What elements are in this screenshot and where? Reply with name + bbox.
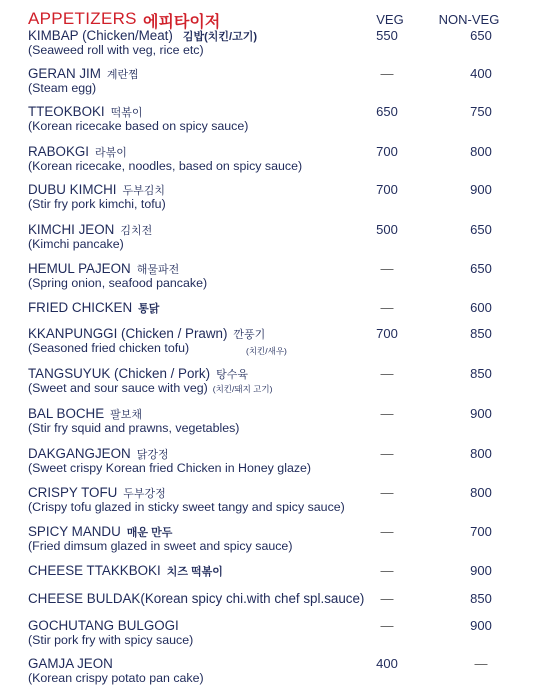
item-name-line xyxy=(28,28,257,44)
item-name-korean: 김밥(치킨/고기) xyxy=(182,31,258,43)
veg-price: — xyxy=(380,591,394,606)
item-name: BAL BOCHE xyxy=(28,406,105,421)
item-name: RABOKGI xyxy=(28,144,90,159)
nonveg-price: 800 xyxy=(470,144,492,159)
item-name-line xyxy=(28,563,223,579)
veg-column-header: VEG xyxy=(376,12,404,27)
item-description xyxy=(28,539,292,553)
section-title-korean: 에피타이저 xyxy=(143,14,221,31)
item-name-korean: 통닭 xyxy=(138,303,160,315)
item-name-korean: 팔보채 xyxy=(110,409,143,421)
item-description xyxy=(28,43,204,57)
item-description-text: (Stir pork fry with spicy sauce) xyxy=(28,633,194,647)
item-description xyxy=(28,381,272,395)
veg-price: — xyxy=(380,406,394,421)
veg-price: 550 xyxy=(376,28,398,43)
item-name: KIMBAP (Chicken/Meat) xyxy=(28,28,173,43)
menu-item xyxy=(28,326,538,362)
veg-price: — xyxy=(380,300,394,315)
item-name: CHEESE TTAKKBOKI xyxy=(28,563,161,578)
item-description-text: (Korean ricecake based on spicy sauce) xyxy=(28,119,249,133)
item-description-text: (Stir fry squid and prawns, vegetables) xyxy=(28,421,240,435)
item-name-line xyxy=(28,656,113,672)
item-name-line xyxy=(28,182,165,198)
item-description xyxy=(28,197,166,211)
item-name-korean: 두부강정 xyxy=(123,488,166,500)
item-name-korean: 김치전 xyxy=(120,225,153,237)
item-name-line xyxy=(28,261,179,277)
item-name-line xyxy=(28,104,143,120)
veg-price: 700 xyxy=(376,144,398,159)
item-name: KIMCHI JEON xyxy=(28,222,115,237)
item-name-line xyxy=(28,406,142,422)
item-name: DUBU KIMCHI xyxy=(28,182,117,197)
item-description xyxy=(28,276,207,290)
item-name: SPICY MANDU xyxy=(28,524,121,539)
nonveg-price: 900 xyxy=(470,182,492,197)
menu-item xyxy=(28,222,538,258)
item-description-text: (Seaweed roll with veg, rice etc) xyxy=(28,43,204,57)
item-name-korean: 치즈 떡볶이 xyxy=(166,566,223,578)
menu-item xyxy=(28,656,538,692)
item-description xyxy=(28,341,189,355)
item-name-line xyxy=(28,66,139,82)
item-name: DAKGANGJEON xyxy=(28,446,131,461)
item-description xyxy=(28,500,345,514)
item-description xyxy=(28,421,239,435)
item-name-korean: 매운 만두 xyxy=(126,527,173,539)
nonveg-price: 800 xyxy=(470,446,492,461)
item-name: GOCHUTANG BULGOGI xyxy=(28,618,179,633)
menu-item xyxy=(28,66,538,102)
item-description-text: (Crispy tofu glazed in sticky sweet tangy and spicy sauce) xyxy=(28,500,345,514)
item-name: FRIED CHICKEN xyxy=(28,300,133,315)
veg-price: — xyxy=(380,366,394,381)
nonveg-price: 650 xyxy=(470,28,492,43)
item-name: GAMJA JEON xyxy=(28,656,113,671)
menu-item xyxy=(28,524,538,560)
item-name-line xyxy=(28,591,364,607)
menu-item xyxy=(28,366,538,402)
item-description-korean: (치킨/돼지 고기) xyxy=(212,384,273,394)
nonveg-column-header: NON-VEG xyxy=(438,12,500,27)
item-description xyxy=(28,81,96,95)
item-name-korean: 계란찜 xyxy=(106,69,139,81)
menu-item xyxy=(28,485,538,521)
item-description-text: (Stir fry pork kimchi, tofu) xyxy=(28,197,166,211)
item-name: KKANPUNGGI (Chicken / Prawn) xyxy=(28,326,228,341)
menu-item xyxy=(28,406,538,442)
item-name-korean: 라볶이 xyxy=(95,147,127,159)
item-name-korean: 탕수육 xyxy=(216,369,248,381)
nonveg-price: 850 xyxy=(470,591,492,606)
item-description-text: (Seasoned fried chicken tofu) xyxy=(28,341,190,355)
menu-item xyxy=(28,104,538,140)
veg-price: — xyxy=(380,261,394,276)
nonveg-price: 850 xyxy=(470,326,492,341)
item-name-line xyxy=(28,326,265,342)
item-name-line xyxy=(28,485,166,501)
veg-price: 500 xyxy=(376,222,398,237)
item-description-text: (Fried dimsum glazed in sweet and spicy sauce) xyxy=(28,539,293,553)
nonveg-price: — xyxy=(474,656,488,671)
nonveg-price: 650 xyxy=(470,261,492,276)
item-description-text: (Spring onion, seafood pancake) xyxy=(28,276,208,290)
menu-item xyxy=(28,618,538,654)
nonveg-price: 900 xyxy=(470,563,492,578)
nonveg-price: 900 xyxy=(470,618,492,633)
item-description-text: (Sweet and sour sauce with veg) xyxy=(28,381,208,395)
item-name-line xyxy=(28,300,159,316)
item-name: CHEESE BULDAK(Korean spicy chi.with chef spl.sauce) xyxy=(28,591,365,606)
item-name-line xyxy=(28,524,172,540)
veg-price: — xyxy=(380,66,394,81)
veg-price: — xyxy=(380,485,394,500)
item-description xyxy=(28,119,248,133)
item-name-korean: 두부김치 xyxy=(122,185,166,197)
veg-price: — xyxy=(380,524,394,539)
veg-price: — xyxy=(380,446,394,461)
item-name-line xyxy=(28,618,179,634)
veg-price: 400 xyxy=(376,656,398,671)
item-description-text: (Steam egg) xyxy=(28,81,97,95)
veg-price: 700 xyxy=(376,326,398,341)
item-name: GERAN JIM xyxy=(28,66,101,81)
item-name-line xyxy=(28,446,169,462)
veg-price: 650 xyxy=(376,104,398,119)
nonveg-price: 900 xyxy=(470,406,492,421)
veg-price: — xyxy=(380,618,394,633)
item-description xyxy=(28,237,124,251)
item-description-text: (Sweet crispy Korean fried Chicken in Honey glaze) xyxy=(28,461,312,475)
item-name-korean: 떡볶이 xyxy=(110,107,143,119)
nonveg-price: 850 xyxy=(470,366,492,381)
item-description xyxy=(28,461,311,475)
item-description-text: (Kimchi pancake) xyxy=(28,237,124,251)
item-name-line xyxy=(28,366,248,382)
veg-price: 700 xyxy=(376,182,398,197)
item-name: CRISPY TOFU xyxy=(28,485,118,500)
item-name-korean: 해물파전 xyxy=(136,264,180,276)
nonveg-price: 600 xyxy=(470,300,492,315)
item-description-text: (Korean crispy potato pan cake) xyxy=(28,671,204,685)
item-name: TTEOKBOKI xyxy=(28,104,105,119)
nonveg-price: 700 xyxy=(470,524,492,539)
nonveg-price: 400 xyxy=(470,66,492,81)
item-name-line xyxy=(28,222,152,238)
item-description xyxy=(28,633,193,647)
item-name-korean: 닭강정 xyxy=(136,449,169,461)
item-name-korean: 깐풍기 xyxy=(233,329,266,341)
item-description xyxy=(28,671,204,685)
item-name-korean-sub: (치킨/새우) xyxy=(246,346,287,356)
nonveg-price: 800 xyxy=(470,485,492,500)
item-name: TANGSUYUK (Chicken / Pork) xyxy=(28,366,211,381)
menu-item xyxy=(28,446,538,482)
nonveg-price: 650 xyxy=(470,222,492,237)
veg-price: — xyxy=(380,563,394,578)
item-description-text: (Korean ricecake, noodles, based on spicy sauce) xyxy=(28,159,303,173)
item-description xyxy=(28,159,302,173)
nonveg-price: 750 xyxy=(470,104,492,119)
menu-item xyxy=(28,182,538,218)
menu-item xyxy=(28,28,538,64)
menu-item xyxy=(28,144,538,180)
item-name: HEMUL PAJEON xyxy=(28,261,131,276)
menu-item xyxy=(28,261,538,297)
section-title: APPETIZERS xyxy=(28,9,137,28)
item-name-line xyxy=(28,144,127,160)
